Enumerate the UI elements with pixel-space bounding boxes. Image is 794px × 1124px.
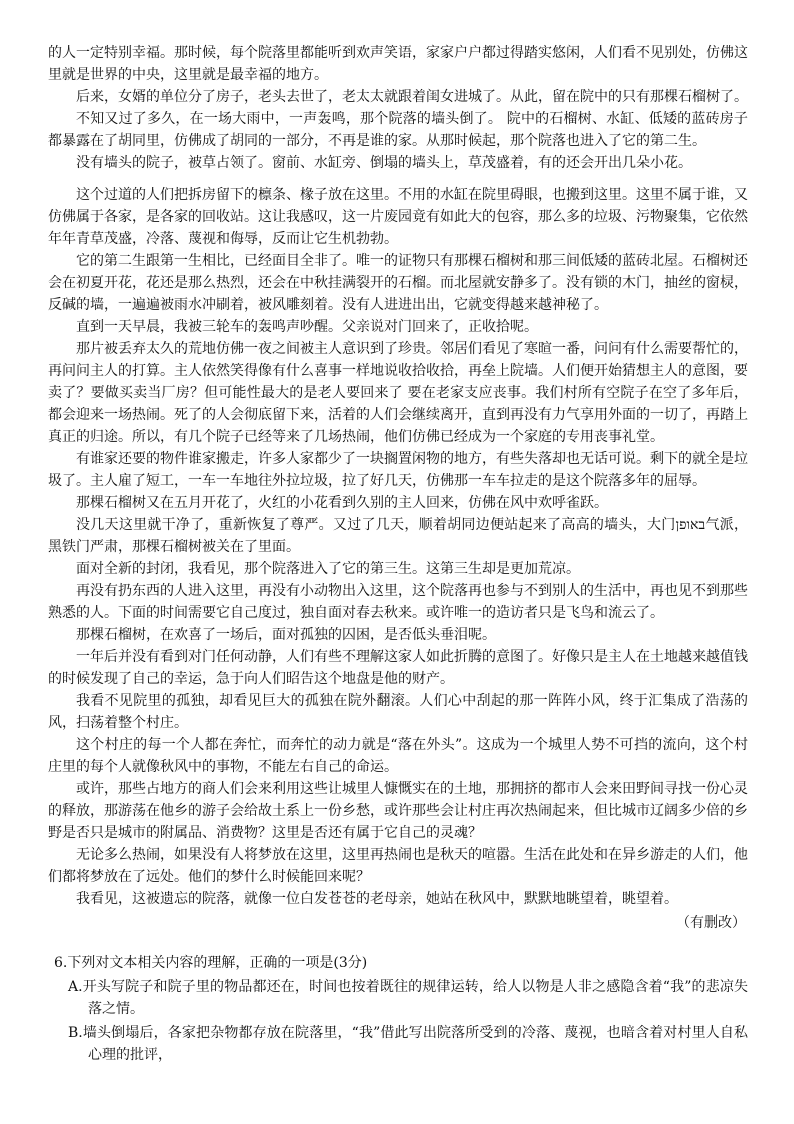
source-note: （有删改） (676, 915, 746, 931)
passage-paragraph: 那片被丢弃太久的荒地仿佛一夜之间被主人意识到了珍贵。邻居们看见了寒暄一番，问问有什么需要帮忙的，再问问主人的打算。主人依然笑得像有什么喜事一样地说收拾收拾，再垒上院墙。人们便开始猜想主人的意图，要卖了？要做买卖当厂房？但可能性最大的是老人要回来了 要在老家支应丧事。我们村所有空院子在空了多年后，都会迎来一场热闹。死了的人会彻底留下来，活着的人们会继续离开，直到再没有力气享用外面的一切了，再踏上真正的归途。所以，有几个院子已经等来了几场热闹，他们仿佛已经成为一个家庭的专用丧事礼堂。 (48, 341, 748, 445)
answer-option (48, 976, 748, 1020)
passage-paragraph: 的人一定特别幸福。那时候，每个院落里都能听到欢声笑语，家家户户都过得踏实悠闲，人们看不见别处，仿佛这里就是世界的中央，这里就是最幸福的地方。 (48, 45, 748, 83)
option-list (48, 976, 748, 1066)
question-6 (48, 952, 748, 1066)
passage-paragraph: 我看见，这被遗忘的院落，就像一位白发苍苍的老母亲，她站在秋风中，默默地眺望着，眺望着。 (76, 891, 678, 907)
passage-paragraph: 没几天这里就干净了，重新恢复了尊严。又过了几天，顺着胡同边便站起来了高高的墙头，大门באופן气派，黑铁门严肃，那棵石榴树被关在了里面。 (48, 517, 749, 555)
passage-paragraph: 那棵石榴树又在五月开花了，火红的小花看到久别的主人回来，仿佛在风中欢呼雀跃。 (76, 495, 608, 511)
option-text: 开头写院子和院子里的物品都还在，时间也按着既往的规律运转，给人以物是人非之感隐含着“我”的悲凉失落之情。 (82, 979, 748, 1017)
question-stem: 6.下列对文本相关内容的理解，正确的一项是(3分) (54, 955, 368, 971)
passage-paragraph: 没有墙头的院子，被草占领了。窗前、水缸旁、倒塌的墙头上，草茂盛着，有的还会开出几朵小花。 (76, 155, 692, 171)
option-letter: A. (68, 979, 83, 995)
passage-paragraph: 这个村庄的每一个人都在奔忙，而奔忙的动力就是“落在外头”。这成为一个城里人势不可挡的流向，这个村庄里的每个人就像秋风中的事物，不能左右自己的命运。 (48, 737, 748, 775)
passage-paragraph: 后来，女婿的单位分了房子，老头去世了，老太太就跟着闺女进城了。从此，留在院中的只有那棵石榴树了。 (76, 89, 748, 105)
option-letter: B. (68, 1025, 83, 1041)
passage-paragraph: 我看不见院里的孤独，却看见巨大的孤独在院外翻滚。人们心中刮起的那一阵阵小风，终于汇集成了浩荡的风，扫荡着整个村庄。 (48, 693, 748, 731)
answer-option (48, 1022, 748, 1066)
passage-paragraph: 不知又过了多久，在一场大雨中，一声轰鸣，那个院落的墙头倒了。 院中的石榴树、水缸、低矮的蓝砖房子都暴露在了胡同里，仿佛成了胡同的一部分，不再是谁的家。从那时候起，那个院落也进入了它的第二生。 (48, 111, 748, 149)
passage-paragraph: 有谁家还要的物件谁家搬走，许多人家都少了一块搁置闲物的地方，有些失落却也无话可说。剩下的就全是垃圾了。主人雇了短工，一车一车地往外拉垃圾，拉了好几天，仿佛那一车车拉走的是这个院落多年的屈辱。 (48, 451, 748, 489)
passage-paragraph: 直到一天早晨，我被三轮车的轰鸣声吵醒。父亲说对门回来了，正收拾呢。 (76, 319, 538, 335)
passage-paragraph: 或许，那些占地方的商人们会来利用这些让城里人慷慨实在的土地，那拥挤的都市人会来田野间寻找一份心灵的释放，那游荡在他乡的游子会给故土系上一份乡愁，或许那些会让村庄再次热闹起来，但比城市辽阔多少倍的乡野是否只是城市的附属品、消费物？这里是否还有属于它自己的灵魂？ (48, 781, 748, 841)
passage-paragraph: 那棵石榴树，在欢喜了一场后，面对孤独的囚困，是否低头垂泪呢。 (76, 627, 496, 643)
reading-passage (48, 42, 748, 934)
passage-paragraph: 一年后并没有看到对门任何动静，人们有些不理解这家人如此折腾的意图了。好像只是主人在土地越来越值钱的时候发现了自己的幸运，急于向人们昭告这个地盘是他的财产。 (48, 649, 748, 687)
option-text: 墙头倒塌后，各家把杂物都存放在院落里，“我”借此写出院落所受到的冷落、蔑视，也暗含着对村里人自私心理的批评， (82, 1025, 748, 1063)
passage-paragraph: 无论多么热闹，如果没有人将梦放在这里，这里再热闹也是秋天的喧嚣。生活在此处和在异乡游走的人们，他们都将梦放在了远处。他们的梦什么时候能回来呢？ (48, 847, 748, 885)
passage-paragraph: 它的第二生跟第一生相比，已经面目全非了。唯一的证物只有那棵石榴树和那三间低矮的蓝砖北屋。石榴树还会在初夏开花，花还是那么热烈，还会在中秋挂满裂开的石榴。而北屋就安静多了。没有锁的木门，抽丝的窗棂，反碱的墙，一遍遍被雨水冲刷着，被风雕刻着。没有人进进出出，它就变得越来越神秘了。 (48, 253, 748, 313)
passage-paragraph: 这个过道的人们把拆房留下的檩条、椽子放在这里。不用的水缸在院里碍眼，也搬到这里。这里不属于谁，又仿佛属于各家，是各家的回收站。这让我感叹，这一片废园竟有如此大的包容，那么多的垃圾、污物聚集，它依然年年青草茂盛，冷落、蔑视和侮辱，反而让它生机勃勃。 (48, 187, 748, 247)
passage-paragraph: 再没有扔东西的人进入这里，再没有小动物出入这里，这个院落再也参与不到别人的生活中，再也见不到那些熟悉的人。下面的时间需要它自己度过，独自面对春去秋来。或许唯一的造访者只是飞鸟和流云了。 (48, 583, 748, 621)
passage-paragraph: 面对全新的封闭，我看见，那个院落进入了它的第三生。这第三生却是更加荒凉。 (76, 561, 580, 577)
